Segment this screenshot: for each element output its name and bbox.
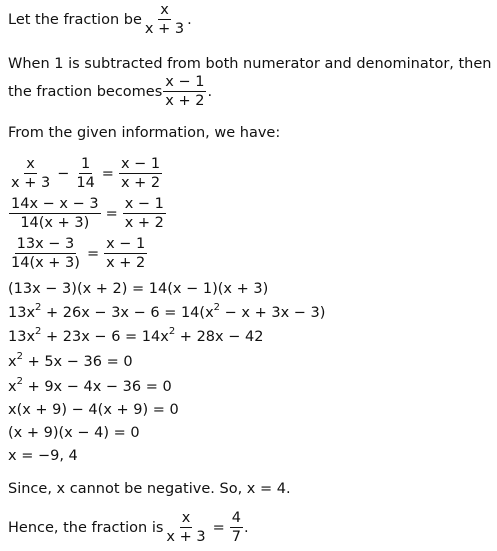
fraction-denominator: 14(x + 3): [11, 255, 80, 271]
fraction-denominator: 14(x + 3): [20, 215, 90, 231]
fraction-x-minus-1-over-x-plus-2: [163, 74, 206, 109]
term: 13x: [8, 329, 36, 345]
fraction-denominator: 7: [231, 529, 241, 545]
fraction: [104, 236, 147, 271]
fraction: [9, 196, 101, 231]
exponent: 2: [16, 351, 23, 363]
fraction-denominator: x + 2: [106, 255, 146, 271]
term: x: [8, 379, 17, 395]
term: + 9x − 4x − 36 = 0: [22, 379, 172, 395]
fraction-x-over-x-plus-3: [143, 2, 186, 37]
equation-step-3: [8, 236, 148, 271]
fraction-denominator: x + 2: [124, 215, 164, 231]
fraction: [119, 156, 162, 191]
hence-text: Hence, the fraction is: [8, 519, 164, 536]
equals-operator: =: [101, 165, 114, 182]
equation-step-1: [8, 156, 163, 191]
term: + 23x − 6 = 14x: [41, 329, 169, 345]
fraction-denominator: 14: [76, 175, 95, 191]
fraction-numerator: x: [181, 510, 191, 526]
fraction-numerator: 14x − x − 3: [11, 196, 99, 212]
minus-operator: −: [57, 165, 70, 182]
fraction: [230, 510, 243, 545]
fraction: [164, 510, 207, 545]
term: + 26x − 3x − 6 = 14(x: [41, 305, 214, 321]
equation-line-11: x = −9, 4: [8, 448, 78, 464]
equals-operator: =: [212, 519, 225, 536]
fraction: [9, 156, 52, 191]
period: .: [187, 11, 192, 28]
exponent: 2: [168, 326, 176, 338]
fraction-numerator: x − 1: [165, 74, 205, 90]
exponent: 2: [16, 376, 23, 388]
term: + 5x − 36 = 0: [22, 354, 133, 370]
fraction-numerator: x: [26, 156, 35, 172]
fraction-denominator: x + 3: [11, 175, 51, 191]
term: + 28x − 42: [175, 329, 264, 345]
period: .: [244, 519, 249, 536]
exponent: 2: [35, 302, 42, 314]
para2-text: the fraction becomes: [8, 83, 163, 100]
fraction: [123, 196, 166, 231]
intro-text: Let the fraction be: [8, 11, 142, 28]
fraction-numerator: 1: [80, 156, 91, 172]
fraction-numerator: x − 1: [120, 156, 161, 172]
equation-line-6: [8, 328, 263, 346]
fraction: [74, 156, 96, 191]
fraction-denominator: x + 2: [165, 93, 205, 109]
exponent: 2: [35, 326, 42, 338]
hence-line: [8, 510, 249, 545]
equation-line-5: [8, 304, 325, 322]
term: − x + 3x − 3): [220, 305, 326, 321]
equals-operator: =: [86, 245, 100, 262]
exponent: 2: [213, 302, 221, 314]
fraction-numerator: 4: [231, 510, 241, 526]
period: .: [207, 83, 213, 100]
equation-line-8: [8, 378, 172, 396]
since-line: Since, x cannot be negative. So, x = 4.: [8, 481, 291, 497]
fraction-denominator: x + 3: [166, 529, 206, 545]
equation-line-4: (13x − 3)(x + 2) = 14(x − 1)(x + 3): [8, 281, 269, 297]
equation-line-9: x(x + 9) − 4(x + 9) = 0: [8, 402, 179, 418]
fraction-numerator: 13x − 3: [16, 236, 75, 252]
fraction: [9, 236, 82, 271]
equation-line-7: [8, 353, 133, 371]
fraction-numerator: x: [160, 2, 169, 18]
intro-line: [8, 2, 192, 37]
equals-operator: =: [105, 205, 118, 222]
fraction-denominator: x + 3: [144, 21, 185, 37]
term: x: [8, 354, 17, 370]
given-line: From the given information, we have:: [8, 125, 281, 141]
fraction-numerator: x − 1: [124, 196, 164, 212]
para2-line2: [8, 74, 212, 109]
equation-step-2: [8, 196, 167, 231]
term: 13x: [8, 305, 36, 321]
equation-line-10: (x + 9)(x − 4) = 0: [8, 425, 140, 441]
fraction-numerator: x − 1: [106, 236, 146, 252]
para2-line1: When 1 is subtracted from both numerator and denominator, then: [8, 56, 492, 72]
fraction-denominator: x + 2: [120, 175, 161, 191]
